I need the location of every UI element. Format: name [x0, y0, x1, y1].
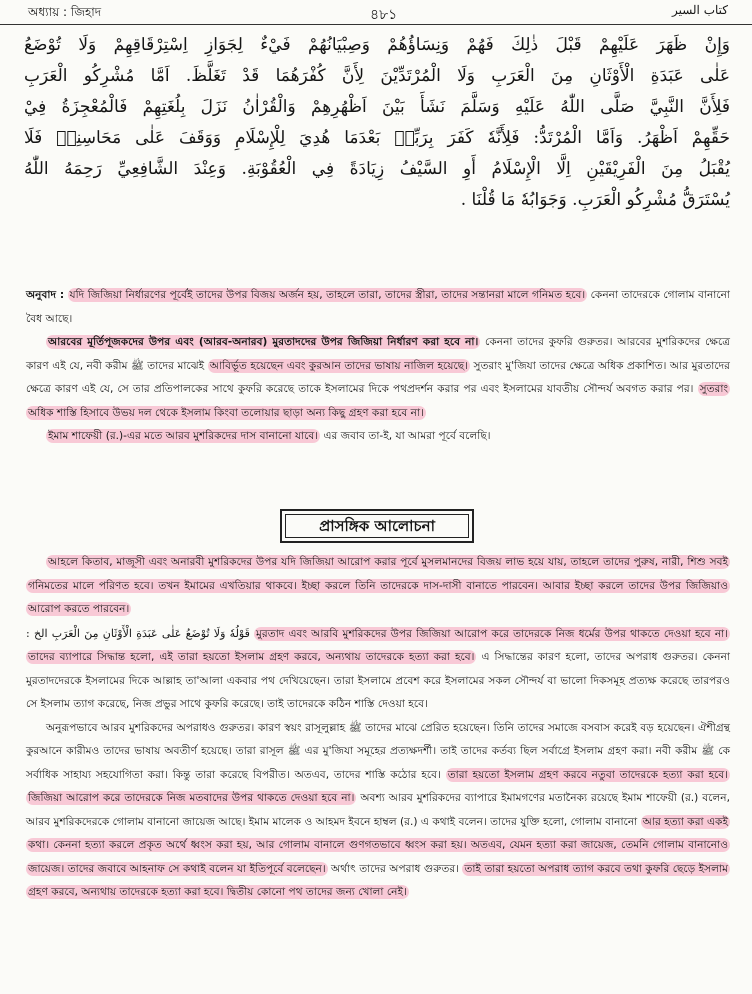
- highlight: আবির্ভূত হয়েছেন এবং কুরআন তাদের ভাষায় নাজিল হয়েছে।: [209, 359, 468, 372]
- arabic-line: حَقِّهِمْ اَظْهَرُ. وَاَمَّا الْمُرْتَدُّ: فَلِأَنَّهٗ كَفَرَ بِرَبِّهٖ بَعْدَمَا هُدِيَ لِلْإِسْلَامِ وَوَقَفَ عَلٰى مَحَاسِنِهٖ فَلَا: [24, 128, 730, 148]
- highlight: যদি জিজিয়া নির্ধারণের পূর্বেই তাদের উপর বিজয় অর্জন হয়, তাহলে তারা, তাদের স্ত্রীরা, তাদের সন্তানরা মালে গনিমত হবে।: [69, 289, 586, 301]
- highlight: সুতরাং অধিক শাস্তি হিসাবে উভয় দল থেকে ইসলাম কিংবা তলোয়ার ছাড়া অন্য কিছু গ্রহণ করা হবে না।: [28, 383, 728, 419]
- highlight: তারা হয়তো ইসলাম গ্রহণ করবে নতুবা তাদেরকে হত্যা করা হবে। জিজিয়া আরোপ করে তাদেরকে নিজ মতবাদের উপর থাকতে দেওয়া হবে না।: [28, 768, 728, 804]
- highlight: আরবের মূর্তিপূজকদের উপর এবং (আরব-অনারব) মুরতাদদের উপর জিজিয়া নির্ধারণ করা হবে না।: [48, 336, 479, 348]
- arabic-quote: قَوْلُهٗ وَلَا تُوْضَعُ عَلٰى عَبَدَةِ الْأَوْثَانِ مِنَ الْعَرَبِ الخ :: [26, 626, 250, 640]
- text: কেননা তাদের কুফরি গুরুতর। আরবের মুশরিকদের ক্ষেত্রে কারণ এই যে, নবী করীম ﷺ তাদের মাঝেই: [26, 336, 730, 372]
- text: এ সিদ্ধান্তের কারণ হলো, তাদের অপরাধ গুরুতর। কেননা মুরতাদদেরকে ইসলামের দিকে আল্লাহ তা'আলা একবার পথ দেখিয়েছেন। তারা ইসলামে প্রবেশ করে ইসলামের সকল সৌন্দর্য বা ভালো দিকসমূহ প্রত্যক্ষ করেছে তারপরও সে ইসলাম ত্যাগ করেছে, নিজ প্রভুর সাথে কুফরি করেছে। তাই তাদেরকে কঠিন শাস্তি দেওয়া হবে।: [26, 651, 730, 710]
- section-heading: প্রাসঙ্গিক আলোচনা: [280, 509, 474, 543]
- highlight: আর হত্যা করা একই কথা। কেননা হত্যা করলে প্রকৃত অর্থে ধ্বংস করা হয়, আর গোলাম বানালে গুণগতভাবে ধ্বংস করা হয়। অতএব, যেমন হত্যা করা জায়েজ, তেমনি গোলাম বানানোও জায়েজ। তাদের জবাবে আহনাফ সে কথাই বলেন যা ইতিপূর্বে বলেছেন।: [28, 815, 728, 875]
- text: অনুরূপভাবে আরব মুশরিকদের অপরাধও গুরুতর। কারণ স্বয়ং রাসূলুল্লাহ ﷺ তাদের মাঝে প্রেরিত হয়েছেন। তিনি তাদের সমাজে বসবাস করেই বড় হয়েছেন। ঐশীগ্রন্থ কুরআনে কারীমও তাদের ভাষায় অবতীর্ণ হয়েছে। তারা রাসূল ﷺ এর মু'জিযা সমূহের প্রত্যক্ষদর্শী। তাই তাদের কর্তব্য ছিল সর্বাগ্রে ইসলাম গ্রহণ করা। নবী করীম ﷺ কে সর্বাধিক সাহায্য সহযোগিতা করা। কিন্তু তারা করেছে বিপরীত। অতএব, তাদের শাস্তি কঠোর হবে।: [26, 721, 731, 781]
- page-number: ৪৮১: [370, 7, 398, 23]
- text: কেননা তাদেরকে গোলাম বানানো বৈধ আছে।: [26, 289, 730, 325]
- book-title: كتاب السير: [671, 3, 728, 17]
- arabic-line: فَلِأَنَّ النَّبِيَّ صَلَّى اللّٰهُ عَلَيْهِ وَسَلَّمَ نَشَأَ بَيْنَ اَظْهُرِهِمْ وَالْقُرْاٰنُ نَزَلَ بِلُغَتِهِمْ فَالْمُعْجِزَةُ فِيْ: [24, 97, 730, 117]
- arabic-line: يُقْبَلُ مِنَ الْفَرِيْقَيْنِ اِلَّا الْإِسْلَامُ أَوِ السَّيْفُ زِيَادَةً فِي الْعُقُوْبَةِ. وَعِنْدَ الشَّافِعِيِّ رَحِمَهُ اللّٰهُ: [24, 159, 730, 179]
- discussion-para-1: [26, 551, 730, 622]
- discussion-para-2: [26, 622, 730, 717]
- text: অবশ্য আরব মুশরিকদের ব্যাপারে ইমামগণের মতানৈক্য রয়েছে ইমাম শাফেয়ী (র.) বলেন, আরব মুশরিকদেরকে গোলাম বানানো জায়েজ আছে। ইমাম মালেক ও আহমদ ইবনে হাম্বল (র.) এ কথাই বলেন। তাদের যুক্তি হলো, গোলাম বানানো: [26, 792, 730, 828]
- text: এর জবাব তা-ই, যা আমরা পূর্বে বলেছি।: [320, 430, 491, 442]
- translation-para-3: [26, 425, 730, 449]
- page-header: [0, 0, 752, 25]
- arabic-line: يُسْتَرَقُّ مُشْرِكُو الْعَرَبِ. وَجَوَابُهٗ مَا قُلْنَا .: [460, 190, 730, 210]
- arabic-line: وَإِنْ ظَهَرَ عَلَيْهِمْ قَبْلَ ذٰلِكَ فَهُمْ وَنِسَاؤُهُمْ وَصِبْيَانُهُمْ فَيْءٌ لِجَوَازِ اِسْتِرْقَاقِهِمْ وَلَا تُوْضَعُ: [24, 35, 730, 55]
- chapter-title: অধ্যায় : জিহাদ: [28, 5, 102, 19]
- arabic-matn: [24, 30, 730, 216]
- translation-para-2: [26, 331, 730, 425]
- text: অর্থাৎ তাদের অপরাধ গুরুতর।: [327, 862, 459, 875]
- arabic-line: عَلٰى عَبَدَةِ الْأَوْثَانِ مِنَ الْعَرَبِ وَلَا الْمُرْتَدِّيْنَ لِأَنَّ كُفْرَهُمَا قَدْ تَغَلَّظَ. اَمَّا مُشْرِكُو الْعَرَبِ: [24, 66, 730, 86]
- discussion-section: [26, 551, 730, 905]
- highlight: ইমাম শাফেয়ী (র.)-এর মতে আরব মুশরিকদের দাস বানানো যাবে।: [48, 430, 319, 442]
- text: সুতরাং মু'জিযা তাদের ক্ষেত্রে অধিক প্রকাশিত। আর মুরতাদের ক্ষেত্রে কারণ এই যে, সে তার প্রতিপালকের সাথে কুফরি করেছে তাকে ইসলামের দিকে পথপ্রদর্শন করার পর এবং ইসলামের যাবতীয় সৌন্দর্য অবগত করার পর।: [26, 359, 731, 395]
- translation-label: অনুবাদ :: [26, 289, 65, 301]
- highlight: আহলে কিতাব, মাজূসী এবং অনারবী মুশরিকদের উপর যদি জিজিয়া আরোপ করার পূর্বে মুসলমানদের বিজয় লাভ হয়ে যায়, তাহলে তাদের পুরুষ, নারী, শিশু সবই গনিমতের মালে পরিণত হবে। তখন ইমামের এখতিয়ার থাকবে। ইচ্ছা করলে তিনি তাদেরকে দাস-দাসী বানাতে পারবেন। আবার ইচ্ছা করলে তাদের উপর জিজিয়াও আরোপ করতে পারবেন।: [28, 556, 728, 615]
- highlight: মুরতাদ এবং আরবি মুশরিকদের উপর জিজিয়া আরোপ করে তাদেরকে নিজ ধর্মের উপর থাকতে দেওয়া হবে না। তাদের ব্যাপারে সিদ্ধান্ত হলো, এই তারা হয়তো ইসলাম গ্রহণ করবে, অন্যথায় তাদেরকে হত্যা করা হবে।: [28, 627, 729, 663]
- discussion-para-3: [26, 717, 730, 905]
- translation-section: [26, 284, 730, 449]
- translation-para-1: [26, 284, 730, 331]
- highlight: তাই তারা হয়তো অপরাধ ত্যাগ করবে তথা কুফরি ছেড়ে ইসলাম গ্রহণ করবে, অন্যথায় তাদেরকে হত্যা করা হবে। দ্বিতীয় কোনো পথ তাদের জন্য খোলা নেই।: [28, 862, 728, 898]
